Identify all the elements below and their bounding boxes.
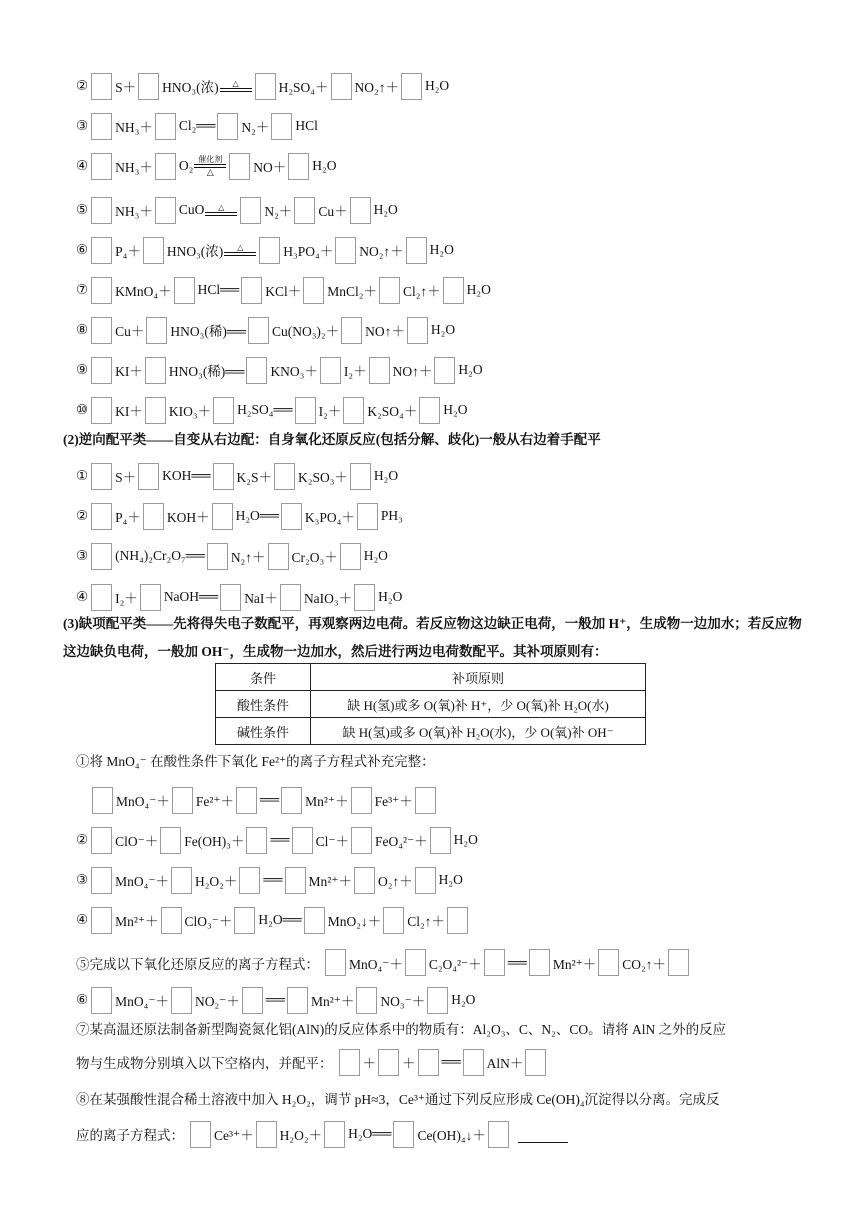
equation-line [76,824,478,856]
formula-text: ClO₃⁻＋ [184,914,233,929]
formula-text: NO↑＋ [392,364,433,379]
coefficient-box[interactable] [341,317,362,344]
section3-paragraph: (3)缺项配平类——先将得失电子数配平，再观察两边电荷。若反应物这边缺正电荷，一般加 H⁺，生成物一边加水；若反应物这边缺负电荷，一般加 OH⁻，生成物一边加水，然后进行两边电荷数配平。其补项原则有： [63,616,802,659]
formula-text: H₂O══ [348,1126,392,1141]
coefficient-box[interactable] [145,357,166,384]
equation-line [76,70,449,102]
formula-text: CuO [178,202,205,217]
formula-text: AlN＋ [486,1056,524,1071]
formula-text: Mn²⁺＋ [115,914,159,929]
table-cell: 酸性条件 [216,691,311,718]
q8-line2 [76,1118,568,1150]
coefficient-box[interactable] [91,543,112,570]
formula-text: KOH＋ [166,510,210,525]
equation-line [76,581,402,613]
formula-text: H₂O₂＋ [279,1128,323,1143]
coefficient-box[interactable] [281,787,302,814]
coefficient-box[interactable] [161,907,182,934]
formula-text: KNO₃＋ [270,364,318,379]
formula-text: MnCl₂＋ [327,284,377,299]
item-number: ④ [76,589,89,604]
coefficient-box[interactable] [138,463,159,490]
coefficient-box[interactable] [354,584,375,611]
reaction-condition: △ [224,244,256,256]
item-number: ⑨ [76,362,89,377]
coefficient-box[interactable] [430,827,451,854]
coefficient-box[interactable] [335,237,356,264]
equation-line [76,500,403,532]
formula-text: Fe(OH)₃＋ [184,834,245,849]
coefficient-box[interactable] [172,787,193,814]
coefficient-box[interactable] [268,543,289,570]
formula-text: H₃PO₄＋ [283,244,334,259]
formula-text: Cu(NO₃)₂＋ [271,324,340,339]
equals-sign: ══ [441,1054,461,1069]
formula-text: H₂O [373,202,398,217]
formula-text: NH₃＋ [115,160,153,175]
formula-text: MnO₄⁻＋ [116,794,170,809]
equation-line [76,984,475,1016]
formula-text: H₂O [453,832,478,847]
formula-text: NaIO₃＋ [303,591,353,606]
formula-text: H₂O [466,282,491,297]
equals-sign: ══ [265,992,285,1007]
formula-text: MnO₂↓＋ [327,914,382,929]
formula-text: CO₂↑＋ [622,956,666,972]
coefficient-box[interactable] [434,357,455,384]
table-cell: 缺 H(氢)或多 O(氧)补 H₂O(水)，少 O(氧)补 OH⁻ [311,718,646,745]
formula-text: I₂＋ [318,404,342,419]
formula-text: H₂O [451,992,476,1007]
coefficient-box[interactable] [331,73,352,100]
coefficient-box[interactable] [320,357,341,384]
formula-text: FeO₄²⁻＋ [374,834,428,849]
formula-text: Cu＋ [115,324,145,339]
item-number: ⑥ [76,242,89,257]
coefficient-box[interactable] [190,1121,211,1148]
coefficient-box[interactable] [91,197,112,224]
coefficient-box[interactable] [239,867,260,894]
formula-text: Ce³⁺＋ [214,1128,254,1143]
q7-line2 [76,1046,549,1078]
q7-equation [337,1049,550,1076]
coefficient-box[interactable] [155,153,176,180]
answer-blank[interactable] [518,1126,568,1143]
item-number: ② [76,832,89,847]
formula-text: MnO₄⁻＋ [349,956,403,972]
coefficient-box[interactable] [340,543,361,570]
q7-text1: ⑦某高温还原法制备新型陶瓷氮化铝(AlN)的反应体系中的物质有：Al₂O₃、C、N₂、CO。请将 AlN 之外的反应 [76,1022,727,1037]
q8-equation [188,1121,512,1148]
coefficient-box[interactable] [91,237,112,264]
coefficient-box[interactable] [369,357,390,384]
equation-line [76,150,337,182]
coefficient-box[interactable] [236,787,257,814]
formula-text: Mn²⁺＋ [305,794,349,809]
equals-sign: ══ [507,954,527,970]
formula-text: O₂ [178,158,194,173]
coefficient-box[interactable] [295,397,316,424]
coefficient-box[interactable] [339,1049,360,1076]
coefficient-box[interactable] [294,197,315,224]
formula-text: S＋ [115,470,137,485]
coefficient-box[interactable] [246,827,267,854]
formula-text: MnO₄⁻＋ [115,994,169,1009]
coefficient-box[interactable] [138,73,159,100]
item-number: ⑦ [76,282,89,297]
coefficient-box[interactable] [378,1049,399,1076]
coefficient-box[interactable] [354,867,375,894]
coefficient-box[interactable] [271,113,292,140]
coefficient-box[interactable] [91,113,112,140]
formula-text: NO₂↑＋ [354,80,399,95]
formula-text: C₂O₄²⁻＋ [428,956,482,972]
coefficient-box[interactable] [325,949,346,976]
coefficient-box[interactable] [143,503,164,530]
formula-text: NO＋ [253,160,287,175]
formula-text: MnO₄⁻＋ [115,874,169,889]
formula-text: H₂O₂＋ [194,874,238,889]
formula-text: KI＋ [115,364,143,379]
table-header-row [216,664,646,691]
equals-sign: ══ [260,792,280,807]
formula-text: N₂＋ [241,120,270,135]
coefficient-box[interactable] [256,1121,277,1148]
reaction-condition: △ [220,80,252,92]
formula-text: K₂SO₄＋ [367,404,418,419]
equation-line [76,314,455,346]
coefficient-box[interactable] [525,1049,546,1076]
coefficient-box[interactable] [240,197,261,224]
formula-text: O₂↑＋ [377,874,413,889]
formula-text: K₂SO₃＋ [297,470,348,485]
formula-text: N₂↑＋ [230,550,266,565]
coefficient-box[interactable] [351,827,372,854]
supplement-rules-table [215,663,646,745]
coefficient-box[interactable] [324,1121,345,1148]
equals-sign: ══ [270,832,290,847]
formula-text: PH₃ [380,508,403,523]
item-number: ② [76,78,89,93]
coefficient-box[interactable] [91,867,112,894]
formula-text: NaI＋ [244,591,278,606]
formula-text: Cu＋ [318,204,348,219]
equation-line [76,864,463,896]
formula-text: HCl [295,118,318,133]
formula-text: NO↑＋ [365,324,405,339]
equation-line [76,274,491,306]
coefficient-box[interactable] [351,787,372,814]
coefficient-box[interactable] [415,787,436,814]
coefficient-box[interactable] [248,317,269,344]
formula-text: Cr₂O₃＋ [291,550,338,565]
table-cell: 碱性条件 [216,718,311,745]
formula-text: K₃PO₄＋ [304,510,355,525]
table-row [216,718,646,745]
q7-label: 物与生成物分别填入以下空格内，并配平： [76,1056,333,1071]
item-number: ④ [76,158,89,173]
formula-text: Fe²⁺＋ [195,794,235,809]
formula-text: H₂O══ [258,912,302,927]
formula-text: I₂＋ [115,591,138,606]
reaction-condition: 催化剂 △ [194,156,226,177]
formula-text: H₂O [312,158,337,173]
coefficient-box[interactable] [91,153,112,180]
coefficient-box[interactable] [91,827,112,854]
formula-text: HNO₃(浓) [162,80,219,95]
coefficient-box[interactable] [234,907,255,934]
coefficient-box[interactable] [401,73,422,100]
formula-text: H₂O [363,548,388,563]
item-number: ④ [76,912,89,927]
coefficient-box[interactable] [217,113,238,140]
formula-text: H₂O [424,78,450,93]
coefficient-box[interactable] [146,317,167,344]
coefficient-box[interactable] [406,237,427,264]
coefficient-box[interactable] [668,949,689,976]
formula-text: KCl＋ [265,284,302,299]
formula-text: HNO₃(浓) [166,244,224,259]
formula-text: H₂O [443,402,468,417]
formula-text: KMnO₄＋ [115,284,172,299]
coefficient-box[interactable] [343,397,364,424]
formula-text: I₂＋ [343,364,367,379]
coefficient-box[interactable] [143,237,164,264]
reaction-condition: △ [205,204,237,216]
coefficient-box[interactable] [213,463,234,490]
q5-label: ⑤完成以下氧化还原反应的离子方程式： [76,956,319,972]
coefficient-box[interactable] [220,584,241,611]
formula-text: S＋ [115,80,137,95]
formula-text: NH₃＋ [115,204,153,219]
equation-line [76,540,388,572]
coefficient-box[interactable] [350,197,371,224]
equation-line [76,904,471,936]
item-number: ③ [76,548,89,563]
formula-text: H₂O [429,242,454,257]
formula-text: P₄＋ [115,510,141,525]
table-row [216,691,646,718]
formula-text: (NH₄)₂Cr₂O₇══ [115,548,205,563]
item-number: ③ [76,118,89,133]
coefficient-box[interactable] [356,987,377,1014]
q5-equation [323,949,692,976]
table-header-cell: 条件 [216,664,311,691]
item-number: ⑤ [76,202,89,217]
item-number: ⑩ [76,402,89,417]
coefficient-box[interactable] [415,867,436,894]
coefficient-box[interactable] [418,1049,439,1076]
coefficient-box[interactable] [407,317,428,344]
coefficient-box[interactable] [229,153,250,180]
item-number: ⑧ [76,322,89,337]
formula-text: HNO₃(稀)══ [170,324,246,339]
coefficient-box[interactable] [171,987,192,1014]
formula-text: Cl₂══ [178,118,216,133]
item-number: ② [76,508,89,523]
coefficient-box[interactable] [92,787,113,814]
formula-text: N₂＋ [264,204,293,219]
formula-text: NO₂↑＋ [359,244,404,259]
coefficient-box[interactable] [212,503,233,530]
equation-line [76,194,398,226]
formula-text: H₂O [430,322,456,337]
coefficient-box[interactable] [598,949,619,976]
equation-line [76,460,398,492]
coefficient-box[interactable] [140,584,161,611]
equation-line [76,234,454,266]
coefficient-box[interactable] [304,907,325,934]
formula-text: H₂O [438,872,463,887]
coefficient-box[interactable] [447,907,468,934]
formula-text: K₂S＋ [236,470,272,485]
coefficient-box[interactable] [174,277,195,304]
equation-line [76,110,318,142]
formula-text: ClO⁻＋ [115,834,159,849]
formula-text: H₂SO₄＋ [278,80,329,95]
coefficient-box[interactable] [393,1121,414,1148]
q1-text: ①将 MnO₄⁻ 在酸性条件下氧化 Fe²⁺的离子方程式补充完整： [76,754,435,769]
formula-text: ＋ [362,1056,376,1071]
coefficient-box[interactable] [91,987,112,1014]
formula-text: H₂SO₄══ [237,402,293,417]
coefficient-box[interactable] [246,357,267,384]
coefficient-box[interactable] [357,503,378,530]
formula-text: HNO₃(稀)══ [168,364,245,379]
coefficient-box[interactable] [91,584,112,611]
coefficient-box[interactable] [241,277,262,304]
formula-text: KOH══ [162,468,211,483]
coefficient-box[interactable] [292,827,313,854]
coefficient-box[interactable] [529,949,550,976]
coefficient-box[interactable] [207,543,228,570]
coefficient-box[interactable] [443,277,464,304]
formula-text: H₂O [373,468,399,483]
formula-text: NaOH══ [163,589,219,604]
coefficient-box[interactable] [383,907,404,934]
coefficient-box[interactable] [91,463,112,490]
item-number: ⑥ [76,992,89,1007]
coefficient-box[interactable] [91,397,112,424]
equation-line [76,354,483,386]
coefficient-box[interactable] [213,397,234,424]
coefficient-box[interactable] [155,197,176,224]
equals-sign: ══ [263,872,283,887]
coefficient-box[interactable] [91,907,112,934]
coefficient-box[interactable] [259,237,280,264]
coefficient-box[interactable] [463,1049,484,1076]
formula-text: Ce(OH)₄↓＋ [417,1128,486,1143]
formula-text: H₂O [378,589,403,604]
coefficient-box[interactable] [91,357,112,384]
coefficient-box[interactable] [488,1121,509,1148]
q8-label: 应的离子方程式： [76,1128,184,1143]
formula-text: Cl₂↑＋ [402,284,441,299]
table-header-cell: 补项原则 [311,664,646,691]
formula-text: H₂O [458,362,483,377]
coefficient-box[interactable] [171,867,192,894]
coefficient-box[interactable] [350,463,371,490]
formula-text: NH₃＋ [115,120,153,135]
formula-text: NO₂⁻＋ [194,994,240,1009]
formula-text: Cl⁻＋ [315,834,349,849]
coefficient-box[interactable] [91,317,112,344]
formula-text: Fe³⁺＋ [374,794,413,809]
formula-text: KI＋ [115,404,143,419]
coefficient-box[interactable] [280,584,301,611]
coefficient-box[interactable] [160,827,181,854]
q1-equation [90,784,439,816]
formula-text: P₄＋ [115,244,141,259]
coefficient-box[interactable] [287,987,308,1014]
formula-text: Mn²⁺＋ [310,994,355,1009]
formula-text: NO₃⁻＋ [380,994,426,1009]
formula-text: Mn²⁺＋ [308,874,352,889]
coefficient-box[interactable] [145,397,166,424]
formula-text: ＋ [402,1056,416,1071]
coefficient-box[interactable] [91,503,112,530]
equation-line [76,394,467,426]
coefficient-box[interactable] [288,153,309,180]
section2-title: (2)逆向配平类——自变从右边配：自身氧化还原反应(包括分解、歧化)一般从右边着手配平 [63,432,601,447]
coefficient-box[interactable] [379,277,400,304]
coefficient-box[interactable] [155,113,176,140]
formula-text: H₂O══ [235,508,279,523]
table-cell: 缺 H(氢)或多 O(氧)补 H⁺，少 O(氧)补 H₂O(水) [311,691,646,718]
q8-text1: ⑧在某强酸性混合稀土溶液中加入 H₂O₂，调节 pH≈3，Ce³⁺通过下列反应形成 Ce(OH)₄沉淀得以分离。完成反 [76,1092,720,1107]
q5-text [76,949,692,976]
formula-text: KIO₃＋ [168,404,212,419]
formula-text: HCl══ [197,282,240,297]
formula-text: Cl₂↑＋ [407,914,445,929]
coefficient-box[interactable] [255,73,276,100]
formula-text: Mn²⁺＋ [552,956,597,972]
coefficient-box[interactable] [281,503,302,530]
coefficient-box[interactable] [242,987,263,1014]
coefficient-box[interactable] [285,867,306,894]
coefficient-box[interactable] [484,949,505,976]
coefficient-box[interactable] [91,73,112,100]
coefficient-box[interactable] [91,277,112,304]
coefficient-box[interactable] [274,463,295,490]
coefficient-box[interactable] [427,987,448,1014]
item-number: ③ [76,872,89,887]
coefficient-box[interactable] [419,397,440,424]
coefficient-box[interactable] [303,277,324,304]
item-number: ① [76,468,89,483]
coefficient-box[interactable] [405,949,426,976]
